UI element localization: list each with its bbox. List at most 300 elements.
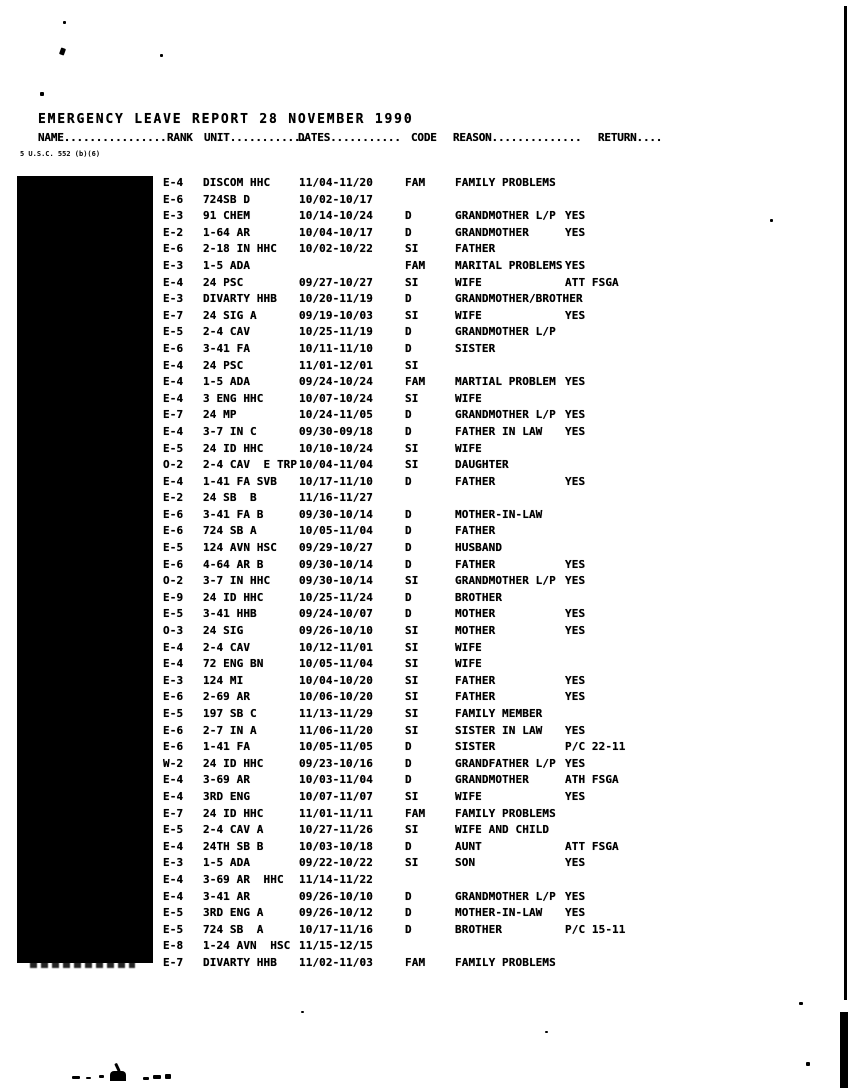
table-row	[0, 606, 848, 623]
cell-reason: FAMILY PROBLEMS	[455, 955, 556, 969]
cell-code: D	[405, 474, 412, 488]
cell-unit: 3-69 AR HHC	[203, 872, 284, 886]
cell-dates: 11/01-11/11	[299, 806, 373, 820]
cell-dates: 09/30-10/14	[299, 557, 373, 571]
cell-code: D	[405, 507, 412, 521]
cell-rank: E-3	[163, 209, 184, 223]
table-row	[0, 225, 848, 242]
cell-reason: FATHER IN LAW	[455, 424, 543, 438]
cell-reason: MARTIAL PROBLEM	[455, 375, 556, 389]
table-row	[0, 490, 848, 507]
cell-code: D	[405, 740, 412, 754]
cell-dates: 10/27-11/26	[299, 823, 373, 837]
cell-rank: E-6	[163, 690, 184, 704]
cell-reason: GRANDMOTHER L/P	[455, 889, 556, 903]
cell-reason: MOTHER	[455, 607, 496, 621]
table-row	[0, 922, 848, 939]
column-header-reason: REASON..............	[453, 131, 582, 144]
cell-rank: E-8	[163, 939, 184, 953]
cell-reason: BROTHER	[455, 590, 503, 604]
cell-code: SI	[405, 391, 419, 405]
cell-code: D	[405, 839, 412, 853]
cell-rank: E-4	[163, 657, 184, 671]
table-row	[0, 706, 848, 723]
cell-code: SI	[405, 358, 419, 372]
cell-rank: E-6	[163, 557, 184, 571]
scan-edge-line-thick	[840, 1012, 848, 1088]
table-row	[0, 640, 848, 657]
cell-dates: 10/07-10/24	[299, 391, 373, 405]
cell-unit: 124 MI	[203, 673, 244, 687]
cell-code: SI	[405, 673, 419, 687]
cell-unit: 1-64 AR	[203, 225, 251, 239]
cell-code: SI	[405, 458, 419, 472]
cell-unit: 24TH SB B	[203, 839, 264, 853]
cell-unit: 24 SIG	[203, 624, 244, 638]
cell-rank: E-2	[163, 491, 184, 505]
table-row	[0, 291, 848, 308]
cell-reason: GRANDMOTHER/BROTHER	[455, 292, 583, 306]
cell-return: YES	[565, 673, 586, 687]
cell-return: YES	[565, 906, 586, 920]
cell-unit: 3 ENG HHC	[203, 391, 264, 405]
cell-rank: E-4	[163, 176, 184, 189]
cell-return: ATT FSGA	[565, 275, 619, 289]
cell-rank: O-2	[163, 574, 184, 588]
scan-smudge	[86, 1077, 91, 1079]
table-row	[0, 341, 848, 358]
cell-code: SI	[405, 690, 419, 704]
cell-reason: SISTER	[455, 341, 496, 355]
cell-code: FAM	[405, 955, 426, 969]
cell-reason: SON	[455, 856, 476, 870]
cell-rank: E-4	[163, 375, 184, 389]
cell-dates: 11/02-11/03	[299, 955, 373, 969]
scan-speck	[301, 1011, 304, 1013]
cell-reason: WIFE	[455, 640, 482, 654]
cell-reason: SISTER IN LAW	[455, 723, 543, 737]
cell-dates: 09/26-10/12	[299, 906, 373, 920]
table-row	[0, 523, 848, 540]
cell-code: D	[405, 541, 412, 555]
cell-unit: 724 SB A	[203, 524, 257, 538]
cell-return: YES	[565, 574, 586, 588]
cell-return: YES	[565, 756, 586, 770]
cell-reason: MOTHER	[455, 624, 496, 638]
cell-code: FAM	[405, 806, 426, 820]
cell-return: YES	[565, 258, 586, 272]
table-row	[0, 358, 848, 375]
cell-code: D	[405, 209, 412, 223]
cell-return: ATT FSGA	[565, 839, 619, 853]
cell-unit: 2-4 CAV	[203, 640, 251, 654]
cell-code: SI	[405, 707, 419, 720]
cell-code: SI	[405, 308, 419, 322]
cell-rank: E-6	[163, 242, 184, 256]
table-row	[0, 872, 848, 889]
cell-dates: 09/29-10/27	[299, 541, 373, 555]
cell-code: D	[405, 906, 412, 920]
cell-code: FAM	[405, 258, 426, 272]
scan-smudge	[110, 1071, 126, 1081]
cell-dates: 10/07-11/07	[299, 789, 373, 803]
cell-code: SI	[405, 640, 419, 654]
cell-rank: E-4	[163, 889, 184, 903]
cell-code: SI	[405, 242, 419, 256]
cell-return: YES	[565, 375, 586, 389]
cell-reason: GRANDMOTHER L/P	[455, 209, 556, 223]
cell-rank: E-3	[163, 292, 184, 306]
cell-unit: 24 PSC	[203, 358, 244, 372]
cell-unit: 4-64 AR B	[203, 557, 264, 571]
cell-rank: E-5	[163, 325, 184, 339]
cell-rank: E-4	[163, 789, 184, 803]
cell-reason: FATHER	[455, 690, 496, 704]
cell-reason: GRANDMOTHER	[455, 225, 529, 239]
cell-unit: 1-5 ADA	[203, 856, 251, 870]
cell-code: SI	[405, 441, 419, 455]
cell-code: D	[405, 607, 412, 621]
cell-unit: 1-5 ADA	[203, 258, 251, 272]
table-row	[0, 905, 848, 922]
cell-dates: 09/30-10/14	[299, 574, 373, 588]
cell-reason: FATHER	[455, 673, 496, 687]
table-row	[0, 938, 848, 955]
cell-unit: 1-41 FA SVB	[203, 474, 277, 488]
column-header-dates: DATES...........	[298, 131, 401, 144]
cell-unit: DIVARTY HHB	[203, 955, 277, 969]
table-column-header	[0, 131, 848, 147]
cell-reason: MARITAL PROBLEMS	[455, 258, 563, 272]
table-row	[0, 557, 848, 574]
cell-rank: E-6	[163, 740, 184, 754]
cell-unit: 3-7 IN HHC	[203, 574, 271, 588]
cell-return: YES	[565, 624, 586, 638]
cell-unit: 24 SIG A	[203, 308, 257, 322]
cell-reason: DAUGHTER	[455, 458, 509, 472]
cell-rank: E-5	[163, 707, 184, 720]
cell-dates: 10/24-11/05	[299, 408, 373, 422]
cell-dates: 10/04-10/17	[299, 225, 373, 239]
cell-code: FAM	[405, 176, 426, 189]
cell-dates: 10/12-11/01	[299, 640, 373, 654]
cell-rank: E-5	[163, 823, 184, 837]
table-row	[0, 689, 848, 706]
cell-rank: E-4	[163, 839, 184, 853]
column-header-rank: RANK	[167, 131, 193, 144]
cell-reason: SISTER	[455, 740, 496, 754]
cell-dates: 10/03-10/18	[299, 839, 373, 853]
scan-speck	[545, 1031, 548, 1033]
cell-reason: GRANDMOTHER L/P	[455, 408, 556, 422]
cell-reason: AUNT	[455, 839, 482, 853]
cell-unit: 3-7 IN C	[203, 424, 257, 438]
cell-dates: 10/10-10/24	[299, 441, 373, 455]
cell-unit: 2-4 CAV A	[203, 823, 264, 837]
table-row	[0, 192, 848, 209]
cell-code: D	[405, 341, 412, 355]
cell-dates: 10/04-10/20	[299, 673, 373, 687]
cell-rank: W-2	[163, 756, 184, 770]
cell-dates: 11/15-12/15	[299, 939, 373, 953]
cell-rank: E-7	[163, 308, 184, 322]
cell-rank: E-5	[163, 906, 184, 920]
table-row	[0, 175, 848, 192]
cell-unit: 2-69 AR	[203, 690, 251, 704]
cell-unit: 3-41 AR	[203, 889, 251, 903]
cell-code: D	[405, 225, 412, 239]
cell-rank: E-3	[163, 673, 184, 687]
cell-return: YES	[565, 789, 586, 803]
cell-code: D	[405, 773, 412, 787]
cell-rank: E-6	[163, 192, 184, 206]
cell-unit: 24 MP	[203, 408, 237, 422]
cell-code: D	[405, 756, 412, 770]
cell-reason: GRANDMOTHER L/P	[455, 325, 556, 339]
table-row	[0, 739, 848, 756]
cell-rank: O-3	[163, 624, 184, 638]
table-row	[0, 656, 848, 673]
cell-code: SI	[405, 789, 419, 803]
cell-rank: E-4	[163, 358, 184, 372]
cell-unit: 124 AVN HSC	[203, 541, 277, 555]
cell-code: D	[405, 292, 412, 306]
cell-rank: E-3	[163, 856, 184, 870]
cell-dates: 10/02-10/17	[299, 192, 373, 206]
cell-rank: E-5	[163, 541, 184, 555]
cell-dates: 10/17-11/16	[299, 922, 373, 936]
cell-code: D	[405, 408, 412, 422]
table-row	[0, 457, 848, 474]
cell-dates: 11/14-11/22	[299, 872, 373, 886]
scan-smudge	[72, 1076, 80, 1079]
scan-smudge	[143, 1077, 149, 1080]
cell-unit: 3-41 FA B	[203, 507, 264, 521]
cell-dates: 09/26-10/10	[299, 624, 373, 638]
cell-code: D	[405, 590, 412, 604]
cell-return: YES	[565, 690, 586, 704]
cell-dates: 09/19-10/03	[299, 308, 373, 322]
cell-reason: GRANDMOTHER L/P	[455, 574, 556, 588]
cell-reason: BROTHER	[455, 922, 503, 936]
cell-unit: 724SB D	[203, 192, 251, 206]
table-row	[0, 723, 848, 740]
cell-unit: 724 SB A	[203, 922, 264, 936]
cell-rank: E-6	[163, 341, 184, 355]
cell-dates: 09/24-10/07	[299, 607, 373, 621]
table-row	[0, 789, 848, 806]
cell-reason: MOTHER-IN-LAW	[455, 906, 543, 920]
table-row	[0, 540, 848, 557]
cell-return: YES	[565, 424, 586, 438]
cell-code: SI	[405, 624, 419, 638]
cell-dates: 10/17-11/10	[299, 474, 373, 488]
cell-rank: E-7	[163, 955, 184, 969]
cell-unit: 3RD ENG	[203, 789, 251, 803]
column-header-unit: UNIT............	[204, 131, 307, 144]
cell-code: SI	[405, 723, 419, 737]
cell-rank: E-6	[163, 723, 184, 737]
cell-dates: 10/04-11/04	[299, 458, 373, 472]
table-row	[0, 590, 848, 607]
table-row	[0, 839, 848, 856]
cell-rank: E-4	[163, 640, 184, 654]
scan-smudge	[153, 1075, 161, 1079]
table-row	[0, 772, 848, 789]
cell-dates: 09/22-10/22	[299, 856, 373, 870]
table-row	[0, 955, 848, 972]
table-row	[0, 673, 848, 690]
cell-rank: E-5	[163, 607, 184, 621]
cell-reason: MOTHER-IN-LAW	[455, 507, 543, 521]
table-row	[0, 324, 848, 341]
cell-reason: FATHER	[455, 524, 496, 538]
column-header-code: CODE	[411, 131, 437, 144]
cell-rank: E-7	[163, 408, 184, 422]
table-row	[0, 474, 848, 491]
cell-return: YES	[565, 209, 586, 223]
scan-smudge	[165, 1074, 171, 1079]
cell-return: YES	[565, 723, 586, 737]
scan-speck	[40, 92, 44, 96]
table-row	[0, 756, 848, 773]
leave-report-table	[0, 175, 848, 972]
cell-code: SI	[405, 275, 419, 289]
table-row	[0, 424, 848, 441]
cell-unit: 24 ID HHC	[203, 806, 264, 820]
cell-dates: 10/11-11/10	[299, 341, 373, 355]
scan-speck	[806, 1062, 810, 1066]
cell-reason: FATHER	[455, 557, 496, 571]
cell-rank: E-4	[163, 872, 184, 886]
cell-dates: 10/05-11/04	[299, 524, 373, 538]
cell-reason: WIFE AND CHILD	[455, 823, 550, 837]
cell-return: YES	[565, 557, 586, 571]
cell-dates: 10/05-11/04	[299, 657, 373, 671]
cell-unit: 24 ID HHC	[203, 756, 264, 770]
cell-code: D	[405, 922, 412, 936]
column-header-name: NAME................	[38, 131, 167, 144]
cell-rank: E-4	[163, 391, 184, 405]
cell-rank: E-6	[163, 524, 184, 538]
cell-dates: 09/26-10/10	[299, 889, 373, 903]
cell-return: YES	[565, 889, 586, 903]
cell-unit: 24 SB B	[203, 491, 257, 505]
cell-code: D	[405, 889, 412, 903]
cell-rank: E-6	[163, 507, 184, 521]
table-row	[0, 573, 848, 590]
cell-reason: FATHER	[455, 242, 496, 256]
cell-return: YES	[565, 607, 586, 621]
cell-rank: E-9	[163, 590, 184, 604]
cell-reason: WIFE	[455, 308, 482, 322]
scan-speck	[160, 54, 163, 57]
cell-code: D	[405, 424, 412, 438]
cell-unit: 91 CHEM	[203, 209, 251, 223]
table-row	[0, 308, 848, 325]
cell-rank: E-4	[163, 424, 184, 438]
cell-code: SI	[405, 823, 419, 837]
cell-return: YES	[565, 856, 586, 870]
cell-return: YES	[565, 408, 586, 422]
cell-code: D	[405, 325, 412, 339]
cell-return: P/C 15-11	[565, 922, 626, 936]
cell-reason: WIFE	[455, 441, 482, 455]
cell-unit: 3RD ENG A	[203, 906, 264, 920]
cell-unit: 2-4 CAV E TRP	[203, 458, 298, 472]
table-row	[0, 374, 848, 391]
cell-reason: WIFE	[455, 275, 482, 289]
table-row	[0, 258, 848, 275]
cell-dates: 11/16-11/27	[299, 491, 373, 505]
cell-dates: 10/25-11/19	[299, 325, 373, 339]
table-row	[0, 208, 848, 225]
cell-dates: 11/13-11/29	[299, 707, 373, 720]
cell-unit: 197 SB C	[203, 707, 257, 720]
table-row	[0, 822, 848, 839]
cell-dates: 11/01-12/01	[299, 358, 373, 372]
cell-reason: FAMILY MEMBER	[455, 707, 543, 720]
cell-reason: FATHER	[455, 474, 496, 488]
scan-smudge	[99, 1075, 104, 1078]
page-title: EMERGENCY LEAVE REPORT 28 NOVEMBER 1990	[38, 112, 414, 127]
cell-code: SI	[405, 657, 419, 671]
cell-code: SI	[405, 574, 419, 588]
cell-code: D	[405, 524, 412, 538]
table-row	[0, 855, 848, 872]
table-row	[0, 391, 848, 408]
cell-reason: WIFE	[455, 789, 482, 803]
cell-reason: WIFE	[455, 391, 482, 405]
cell-return: ATH FSGA	[565, 773, 619, 787]
cell-unit: 3-41 FA	[203, 341, 251, 355]
cell-return: YES	[565, 308, 586, 322]
cell-dates: 10/03-11/04	[299, 773, 373, 787]
cell-unit: 24 ID HHC	[203, 590, 264, 604]
cell-unit: 3-41 HHB	[203, 607, 257, 621]
cell-dates: 09/23-10/16	[299, 756, 373, 770]
cell-dates: 11/06-11/20	[299, 723, 373, 737]
cell-unit: 3-69 AR	[203, 773, 251, 787]
column-header-return: RETURN....	[598, 131, 663, 144]
cell-dates: 11/04-11/20	[299, 176, 373, 189]
table-row	[0, 507, 848, 524]
cell-dates: 09/24-10/24	[299, 375, 373, 389]
cell-reason: GRANDMOTHER	[455, 773, 529, 787]
cell-unit: 24 PSC	[203, 275, 244, 289]
table-row	[0, 275, 848, 292]
cell-rank: E-2	[163, 225, 184, 239]
cell-unit: 2-18 IN HHC	[203, 242, 277, 256]
table-row	[0, 441, 848, 458]
cell-reason: WIFE	[455, 657, 482, 671]
cell-reason: GRANDFATHER L/P	[455, 756, 556, 770]
cell-rank: E-7	[163, 806, 184, 820]
table-row	[0, 407, 848, 424]
cell-rank: E-3	[163, 258, 184, 272]
cell-rank: E-5	[163, 441, 184, 455]
cell-unit: 1-24 AVN HSC	[203, 939, 291, 953]
cell-unit: 1-41 FA	[203, 740, 251, 754]
cell-unit: 2-7 IN A	[203, 723, 257, 737]
cell-unit: 2-4 CAV	[203, 325, 251, 339]
cell-rank: O-2	[163, 458, 184, 472]
cell-reason: HUSBAND	[455, 541, 503, 555]
scan-speck	[63, 21, 66, 24]
cell-code: FAM	[405, 375, 426, 389]
foia-exemption-citation: 5 U.S.C. 552 (b)(6)	[20, 150, 101, 158]
scan-speck	[799, 1002, 803, 1005]
